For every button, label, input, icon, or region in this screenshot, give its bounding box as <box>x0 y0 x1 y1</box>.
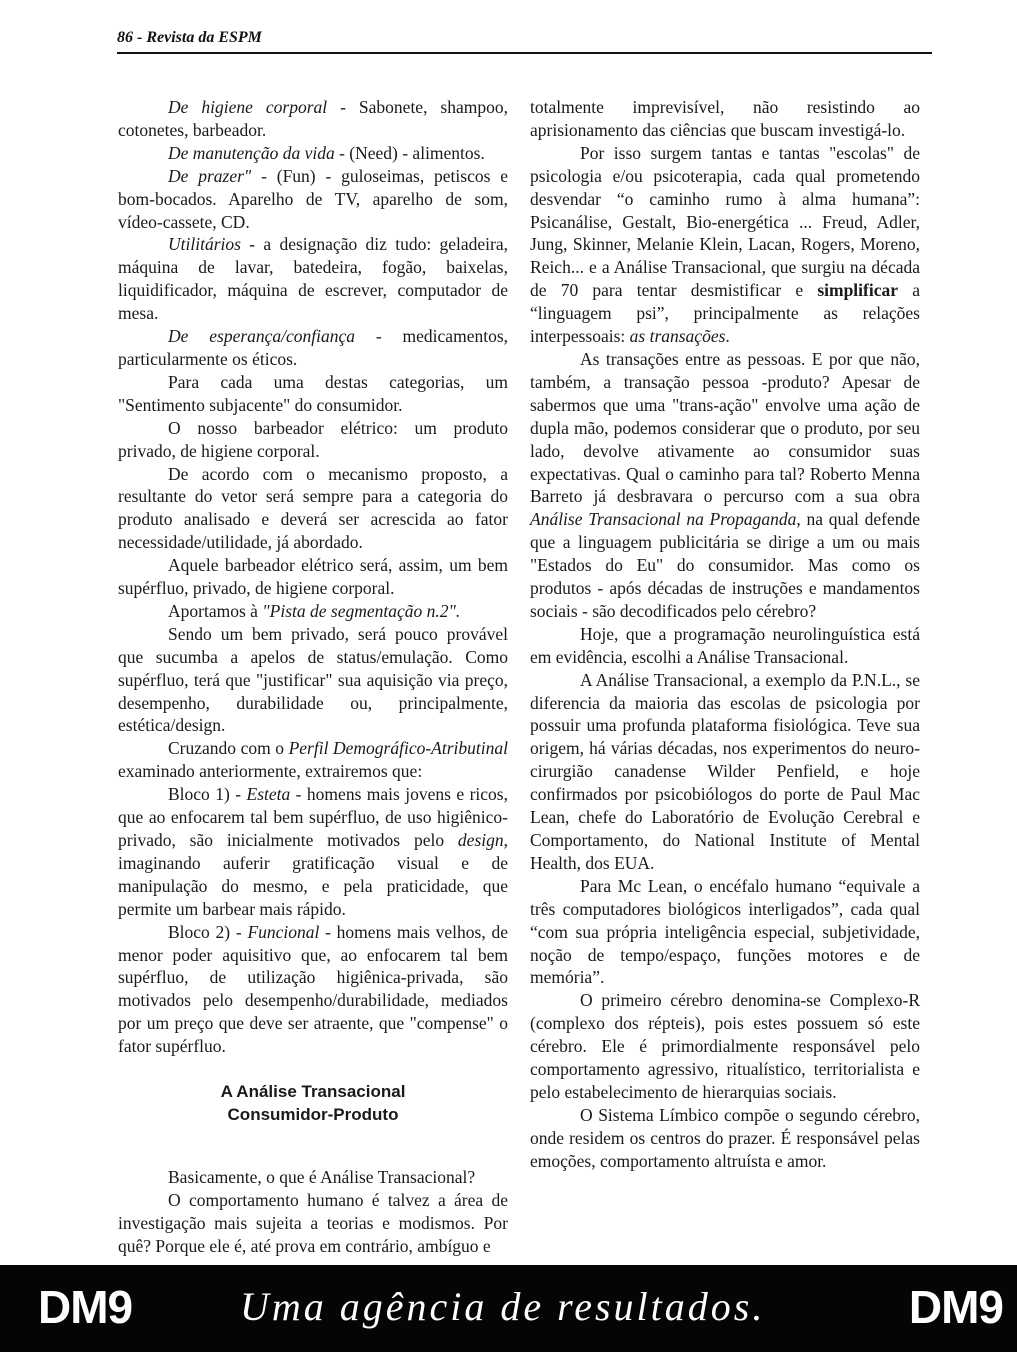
dm9-logo: DM9 <box>908 1281 1003 1333</box>
paragraph: De acordo com o mecanismo proposto, a resultante do vetor será sempre para a categoria do produto analisado e deverá ser acrescida ao fator necessidade/utilidade, já abordado. <box>118 463 508 553</box>
paragraph: Utilitários - a designação diz tudo: geladeira, máquina de lavar, batedeira, fogão, baixelas, liquidificador, máquina de escrever, computador de mesa. <box>118 234 508 324</box>
paragraph: Por isso surgem tantas e tantas "escolas" de psicologia e/ou psicoterapia, cada qual prometendo desvendar “o caminho rumo à alma humana”: Psicanálise, Gestalt, Bio-energética ... Freud, Adler, Jung, Skinner, Melanie Klein, Lacan, Rogers, Moreno, Reich... e a Análise Transacional, que surgiu na década de 70 para tentar desmistificar e simplificar a “linguagem psi”, principalmente as relações interpessoais: as transações. <box>530 142 920 347</box>
paragraph: Sendo um bem privado, será pouco provável que sucumba a apelos de status/emulação. Como supérfluo, terá que "justificar" sua aquisição via preço, desempenho, durabilidade ou, principalmente, estética/design. <box>118 623 508 736</box>
paragraph: O primeiro cérebro denomina-se Complexo-R (complexo dos répteis), pois estes possuem só este cérebro. Ele é primordialmente responsável pelo comportamento agressivo, ritualístico, territorialista e pelo estabelecimento de hierarquias sociais. <box>530 990 920 1102</box>
paragraph: Basicamente, o que é Análise Transacional? <box>168 1167 476 1188</box>
right-column <box>530 96 920 1173</box>
paragraph: totalmente imprevisível, não resistindo ao aprisionamento das ciências que buscam investigá-lo. <box>530 97 920 140</box>
paragraph: O comportamento humano é talvez a área de investigação mais sujeita a teorias e modismos. Por quê? Porque ele é, até prova em contrário, ambíguo e <box>118 1189 508 1256</box>
paragraph: As transações entre as pessoas. E por que não, também, a transação pessoa -produto? Apesar de sabermos que uma "trans-ação" envolve uma ação de dupla mão, podemos considerar que o produto, por seu lado, devolve ativamente ao consumidor suas expectativas. Qual o caminho para tal? Roberto Menna Barreto já desbravara o percurso com a sua obra Análise Transacional na Propaganda, na qual defende que a linguagem publicitária se dirige a um ou mais "Estados do Eu" do consumidor. Mas como os produtos - após décadas de instruções e mandamentos sociais - são decodificados pelo cérebro? <box>530 348 920 621</box>
paragraph: De prazer" - (Fun) - guloseimas, petiscos e bom-bocados. Aparelho de TV, aparelho de som, vídeo-cassete, CD. <box>118 165 509 232</box>
paragraph: A Análise Transacional, a exemplo da P.N.L., se diferencia da maioria das escolas de psicologia por possuir uma profunda plataforma fisiológica. Teve sua origem, há várias décadas, nos experimentos do neuro-cirurgião canadense Wilder Penfield, e hoje confirmados por psicobiólogos do porte de Paul Mac Lean, chefe do Laboratório de Evolução Cerebral e Comportamento, do National Institute of Mental Health, dos EUA. <box>530 669 920 873</box>
paragraph: De manutenção da vida - (Need) - alimentos. <box>168 142 485 163</box>
paragraph: Hoje, que a programação neurolinguística está em evidência, escolhi a Análise Transacional. <box>530 623 920 667</box>
paragraph: Aquele barbeador elétrico será, assim, um bem supérfluo, privado, de higiene corporal. <box>118 555 508 599</box>
page-header <box>117 28 932 54</box>
left-column <box>118 96 508 1258</box>
advertisement-banner <box>0 1265 1017 1352</box>
dm9-logo: DM9 <box>38 1281 133 1333</box>
running-head: 86 - Revista da ESPM <box>117 29 262 46</box>
paragraph: Para Mc Lean, o encéfalo humano “equivale a três computadores biológicos interligados”, cada qual “com sua própria inteligência especial, subjetividade, noção de tempo/espaço, funções motores e de memória”. <box>530 875 920 988</box>
paragraph: Cruzando com o Perfil Demográfico-Atributinal examinado anteriormente, extrairemos que: <box>118 738 508 782</box>
paragraph: De esperança/confiança - medicamentos, particularmente os éticos. <box>118 326 509 369</box>
paragraph: O Sistema Límbico compõe o segundo cérebro, onde residem os centros do prazer. É responsável pelas emoções, comportamento altruísta e amor. <box>530 1104 920 1171</box>
paragraph: Aportamos à "Pista de segmentação n.2". <box>168 600 461 621</box>
paragraph: Bloco 2) - Funcional - homens mais velhos, de menor poder aquisitivo que, ao enfocarem tal bem supérfluo, de utilização higiênica-privada, são motivados pelo desempenho/durabilidade, mediados por um preço que deve ser atraente, que "compense" o fator supérfluo. <box>118 921 508 1057</box>
paragraph: Bloco 1) - Esteta - homens mais jovens e ricos, que ao enfocarem tal bem supérfluo, de uso higiênico-privado, são inicialmente motivados pelo design, imaginando auferir gratificação visual e de manipulação do mesmo, e pela praticidade, que permite um barbear mais rápido. <box>118 784 508 919</box>
paragraph: Para cada uma destas categorias, um "Sentimento subjacente" do consumidor. <box>118 371 508 415</box>
paragraph: De higiene corporal - Sabonete, shampoo, cotonetes, barbeador. <box>118 97 508 140</box>
paragraph: O nosso barbeador elétrico: um produto privado, de higiene corporal. <box>118 417 508 461</box>
slogan: Uma agência de resultados. <box>240 1284 766 1329</box>
section-heading: A Análise Transacional Consumidor-Produto <box>220 1082 406 1125</box>
